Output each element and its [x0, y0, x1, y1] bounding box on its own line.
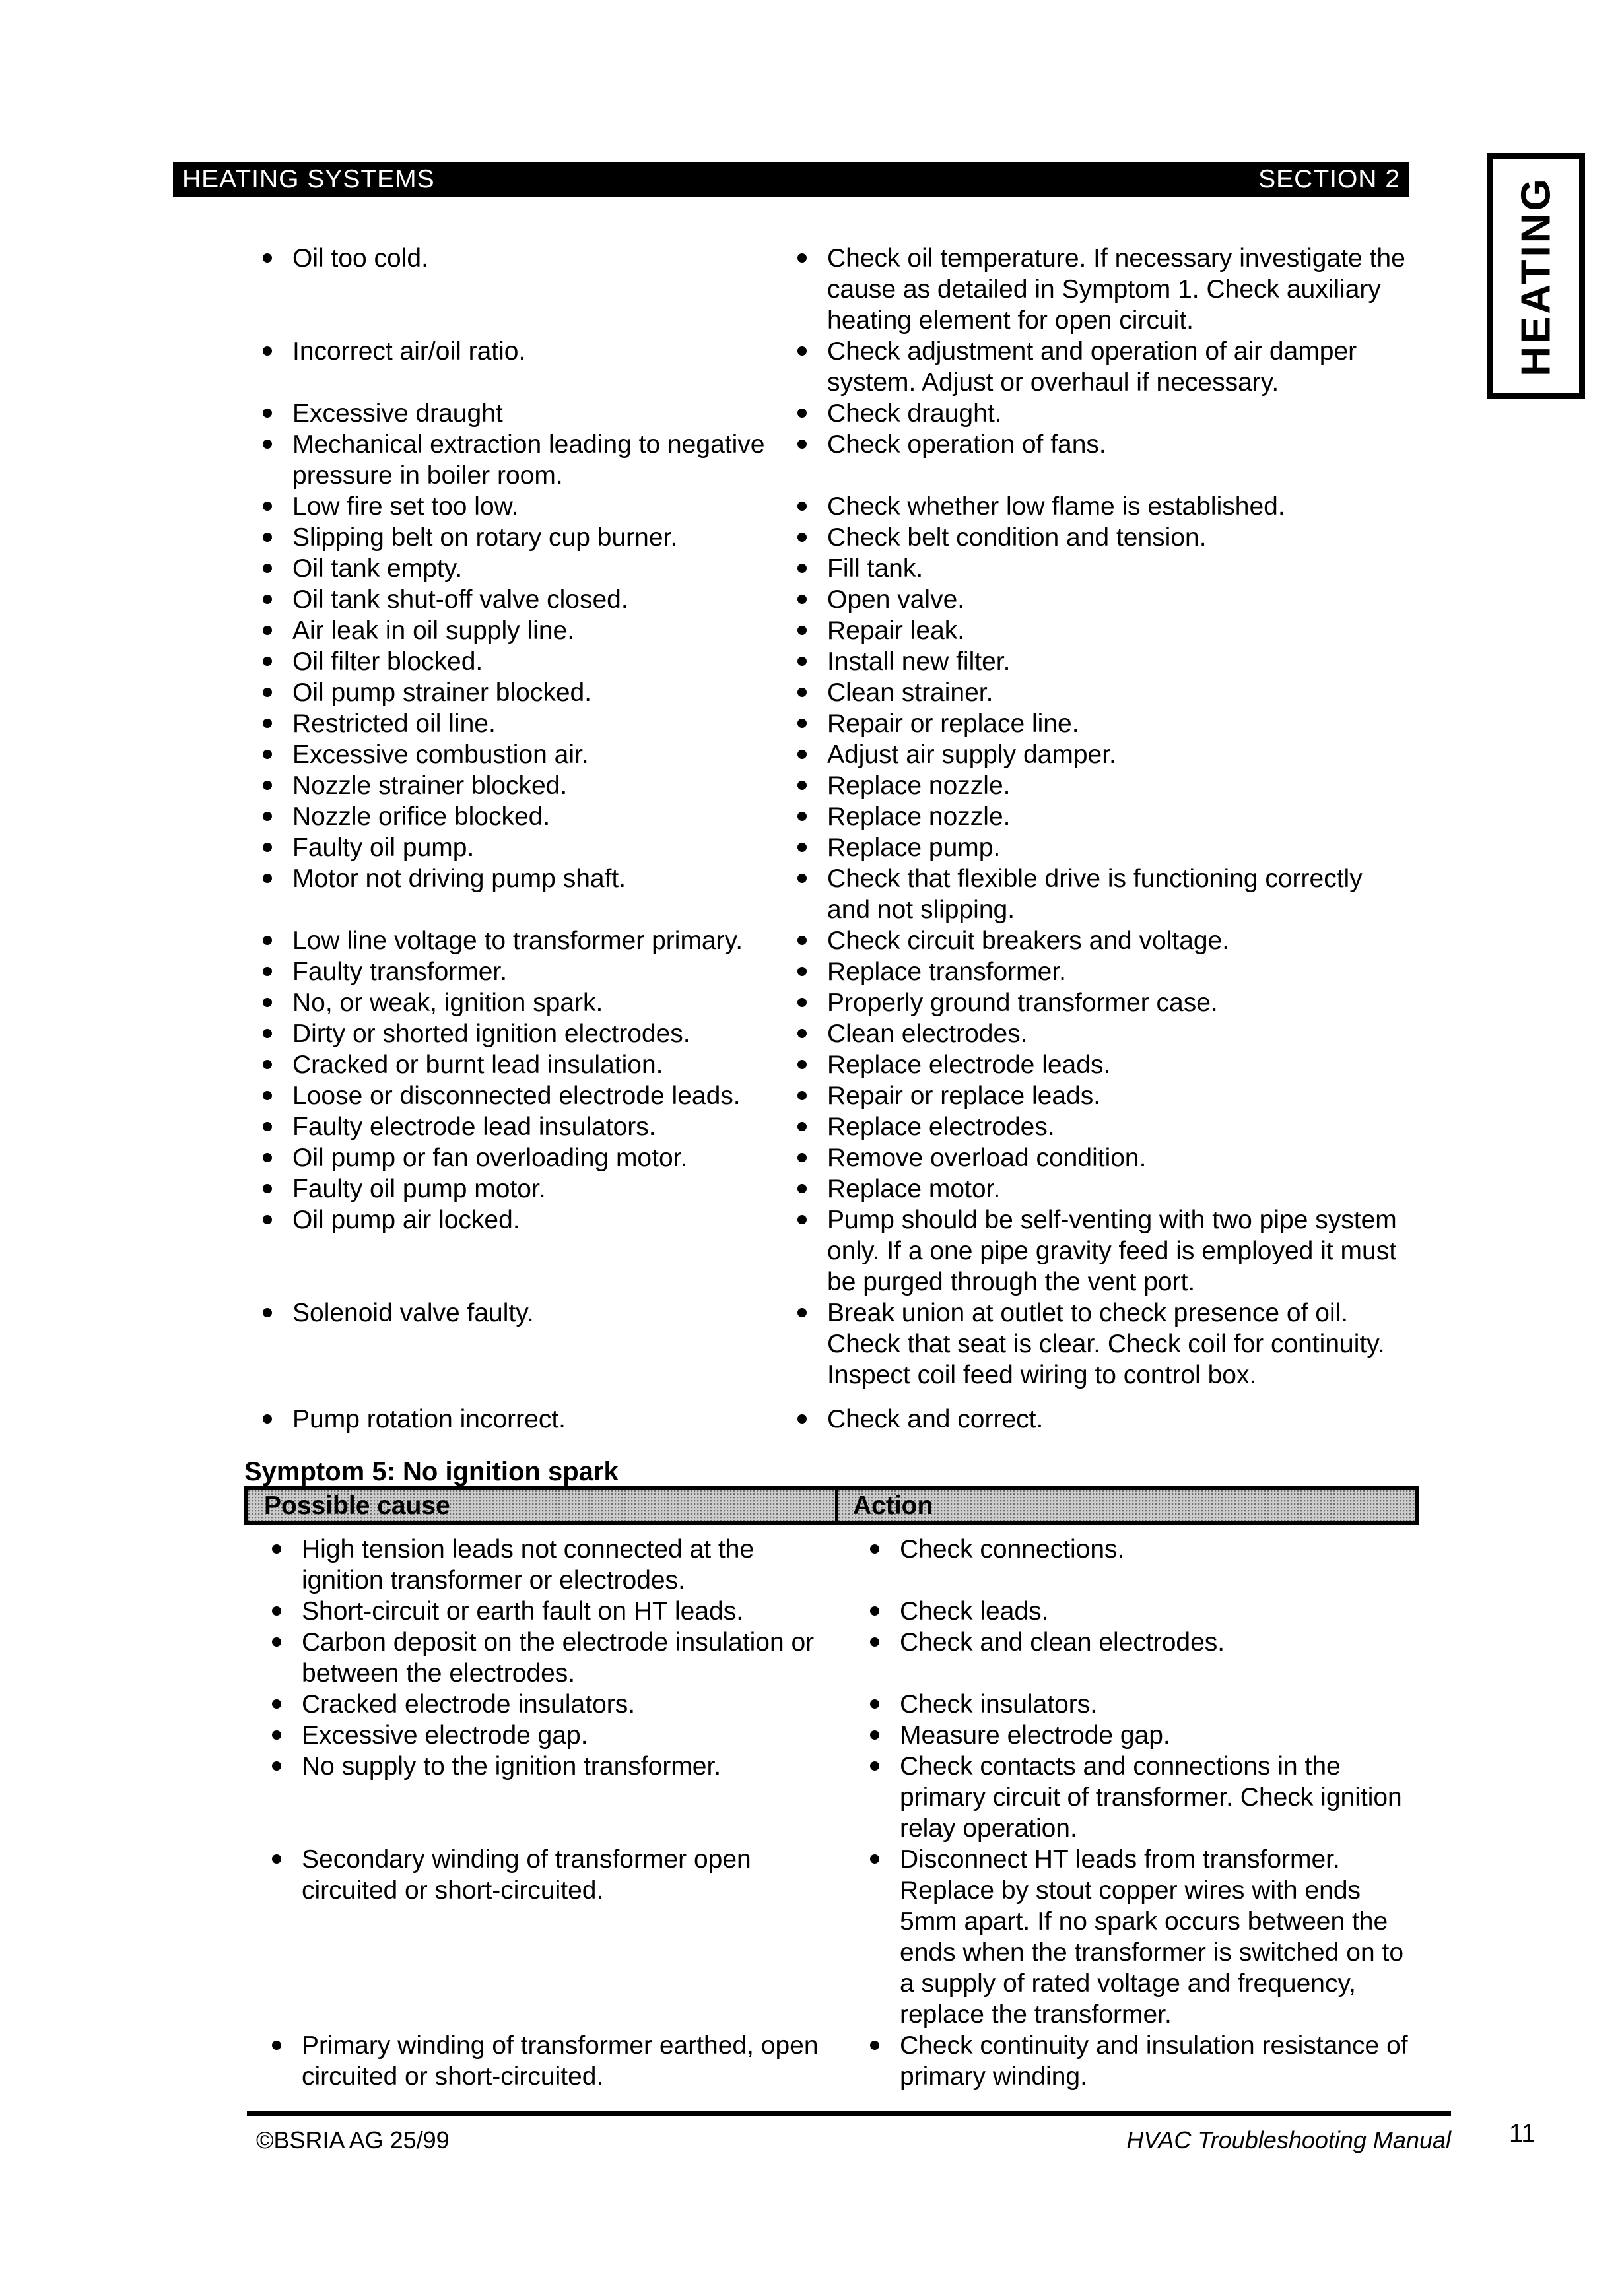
cause-item: Pump rotation incorrect. [244, 1404, 789, 1435]
cause-action-row [244, 1080, 1419, 1111]
footer-manual-title: HVAC Troubleshooting Manual [1126, 2126, 1451, 2153]
action-item: Fill tank. [789, 553, 1408, 584]
cause-item: Faulty oil pump. [244, 832, 789, 863]
action-item-cell [789, 1111, 1408, 1142]
cause-action-row [244, 1596, 1419, 1627]
action-item-cell [789, 1297, 1408, 1391]
cause-item: Oil tank shut-off valve closed. [244, 584, 789, 615]
action-item: Check leads. [838, 1596, 1419, 1627]
cause-item: Nozzle orifice blocked. [244, 801, 789, 832]
action-item-cell [789, 770, 1408, 801]
heating-side-tab-label: HEATING [1513, 176, 1559, 376]
cause-action-row [244, 1018, 1419, 1049]
action-item-cell [789, 1204, 1408, 1297]
cause-item-cell [244, 243, 789, 336]
cause-action-row [244, 336, 1419, 398]
action-item: Break union at outlet to check presence of oil. Check that seat is clear. Check coil for continuity. Inspect coil feed wiring to control box. [789, 1297, 1408, 1391]
action-item-cell [789, 1173, 1408, 1204]
action-item-cell [838, 1534, 1419, 1596]
cause-item: Excessive draught [244, 398, 789, 429]
cause-item-cell [244, 832, 789, 863]
cause-item: Primary winding of transformer earthed, open circuited or short-circuited. [244, 2030, 838, 2092]
action-item-cell [789, 863, 1408, 925]
action-item: Adjust air supply damper. [789, 739, 1408, 770]
action-item-cell [838, 1751, 1419, 1844]
cause-item-cell [244, 987, 789, 1018]
cause-item-cell [244, 1049, 789, 1080]
cause-action-row [244, 987, 1419, 1018]
action-item-cell [789, 615, 1408, 646]
cause-item-cell [244, 398, 789, 429]
action-item: Check adjustment and operation of air damper system. Adjust or overhaul if necessary. [789, 336, 1408, 398]
cause-action-row [244, 553, 1419, 584]
section-header-bar [173, 162, 1409, 197]
action-item: Pump should be self-venting with two pipe system only. If a one pipe gravity feed is employed it must be purged through the vent port. [789, 1204, 1408, 1297]
cause-item: No, or weak, ignition spark. [244, 987, 789, 1018]
action-item-cell [789, 677, 1408, 708]
cause-action-row [244, 1720, 1419, 1751]
cause-action-row [244, 1534, 1419, 1596]
cause-item: Oil pump strainer blocked. [244, 677, 789, 708]
cause-item-cell [244, 522, 789, 553]
cause-item-cell [244, 1627, 838, 1689]
cause-item: Excessive combustion air. [244, 739, 789, 770]
action-item-cell [789, 243, 1408, 336]
cause-item: Oil too cold. [244, 243, 789, 274]
cause-item-cell [244, 739, 789, 770]
header-section-label: SECTION 2 [1258, 165, 1400, 193]
cause-action-row [244, 584, 1419, 615]
cause-action-row [244, 522, 1419, 553]
action-item: Replace electrodes. [789, 1111, 1408, 1142]
cause-action-row [244, 677, 1419, 708]
footer-rule [247, 2111, 1451, 2116]
action-item: Check circuit breakers and voltage. [789, 925, 1408, 956]
cause-action-row [244, 770, 1419, 801]
action-item: Check whether low flame is established. [789, 491, 1408, 522]
cause-item-cell [244, 584, 789, 615]
cause-action-row [244, 708, 1419, 739]
cause-action-row [244, 925, 1419, 956]
cause-item: Mechanical extraction leading to negative pressure in boiler room. [244, 429, 789, 491]
action-item-cell [789, 708, 1408, 739]
action-item-cell [789, 553, 1408, 584]
cause-action-row [244, 863, 1419, 925]
action-item-cell [789, 1080, 1408, 1111]
action-item: Check and clean electrodes. [838, 1627, 1419, 1658]
action-item-cell [789, 646, 1408, 677]
cause-item: Motor not driving pump shaft. [244, 863, 789, 894]
cause-item-cell [244, 1204, 789, 1297]
footer-copyright: ©BSRIA AG 25/99 [256, 2126, 450, 2153]
cause-item: High tension leads not connected at the ignition transformer or electrodes. [244, 1534, 838, 1596]
cause-action-row [244, 2030, 1419, 2092]
action-item-cell [789, 429, 1408, 491]
action-item: Install new filter. [789, 646, 1408, 677]
action-item-cell [789, 1018, 1408, 1049]
cause-action-row [244, 956, 1419, 987]
action-item-cell [838, 1689, 1419, 1720]
cause-action-row [244, 739, 1419, 770]
cause-item-cell [244, 708, 789, 739]
action-item: Check belt condition and tension. [789, 522, 1408, 553]
cause-action-row [244, 615, 1419, 646]
cause-item: Oil filter blocked. [244, 646, 789, 677]
cause-action-row [244, 1049, 1419, 1080]
cause-item-cell [244, 801, 789, 832]
action-item: Check oil temperature. If necessary investigate the cause as detailed in Symptom 1. Check auxiliary heating element for open circuit. [789, 243, 1408, 336]
action-item: Open valve. [789, 584, 1408, 615]
cause-item: Dirty or shorted ignition electrodes. [244, 1018, 789, 1049]
action-item: Clean electrodes. [789, 1018, 1408, 1049]
action-item-cell [789, 925, 1408, 956]
cause-item: Oil pump air locked. [244, 1204, 789, 1235]
action-item: Repair or replace line. [789, 708, 1408, 739]
footer-page-number: 11 [1509, 2120, 1536, 2148]
action-item-cell [789, 398, 1408, 429]
action-item: Check insulators. [838, 1689, 1419, 1720]
cause-item-cell [244, 1018, 789, 1049]
cause-item-cell [244, 1142, 789, 1173]
cause-action-row [244, 1204, 1419, 1297]
cause-item-cell [244, 1596, 838, 1627]
cause-item: Air leak in oil supply line. [244, 615, 789, 646]
action-item: Check draught. [789, 398, 1408, 429]
action-item: Disconnect HT leads from transformer. Replace by stout copper wires with ends 5mm apart. If no spark occurs between the ends when the transformer is switched on to a supply of rated voltage and frequency, replace the transformer. [838, 1844, 1419, 2030]
action-item-cell [789, 801, 1408, 832]
cause-item: Cracked electrode insulators. [244, 1689, 838, 1720]
action-item-cell [789, 1142, 1408, 1173]
action-item: Replace electrode leads. [789, 1049, 1408, 1080]
action-item-cell [838, 2030, 1419, 2092]
cause-item-cell [244, 553, 789, 584]
symptom4-rows [244, 243, 1419, 1435]
cause-item: Low line voltage to transformer primary. [244, 925, 789, 956]
action-item-cell [789, 336, 1408, 398]
cause-action-row [244, 832, 1419, 863]
cause-action-row [244, 1111, 1419, 1142]
cause-item: Faulty oil pump motor. [244, 1173, 789, 1204]
cause-item-cell [244, 770, 789, 801]
action-item: Replace nozzle. [789, 770, 1408, 801]
cause-action-row [244, 243, 1419, 336]
cause-item-cell [244, 615, 789, 646]
action-item-cell [838, 1720, 1419, 1751]
cause-item-cell [244, 1720, 838, 1751]
cause-item: Carbon deposit on the electrode insulation or between the electrodes. [244, 1627, 838, 1689]
cause-item: Low fire set too low. [244, 491, 789, 522]
cause-item: Incorrect air/oil ratio. [244, 336, 789, 367]
troubleshooting-content [244, 243, 1419, 2092]
cause-action-row [244, 1173, 1419, 1204]
symptom5-table-header [244, 1486, 1419, 1525]
cause-item-cell [244, 1297, 789, 1391]
symptom5-heading: Symptom 5: No ignition spark [244, 1457, 619, 1486]
action-item-cell [789, 1049, 1408, 1080]
cause-item: Loose or disconnected electrode leads. [244, 1080, 789, 1111]
action-item: Replace motor. [789, 1173, 1408, 1204]
action-item-cell [789, 1404, 1408, 1435]
cause-item: Faulty electrode lead insulators. [244, 1111, 789, 1142]
cause-item: Secondary winding of transformer open circuited or short-circuited. [244, 1844, 838, 1906]
cause-item: Nozzle strainer blocked. [244, 770, 789, 801]
cause-action-row [244, 801, 1419, 832]
cause-item-cell [244, 1404, 789, 1435]
cause-action-row [244, 1297, 1419, 1391]
cause-item: Solenoid valve faulty. [244, 1297, 789, 1328]
action-item: Check that flexible drive is functioning correctly and not slipping. [789, 863, 1408, 925]
cause-item: Excessive electrode gap. [244, 1720, 838, 1751]
cause-item-cell [244, 1173, 789, 1204]
action-item-cell [789, 956, 1408, 987]
action-column-header: Action [838, 1490, 1415, 1521]
action-item: Repair or replace leads. [789, 1080, 1408, 1111]
heating-side-tab [1487, 153, 1585, 399]
cause-item-cell [244, 2030, 838, 2092]
action-item: Check continuity and insulation resistance of primary winding. [838, 2030, 1419, 2092]
action-item: Clean strainer. [789, 677, 1408, 708]
possible-cause-column-header: Possible cause [248, 1490, 838, 1521]
cause-item-cell [244, 1689, 838, 1720]
cause-action-row [244, 1751, 1419, 1844]
cause-item-cell [244, 646, 789, 677]
cause-item-cell [244, 429, 789, 491]
action-item: Check and correct. [789, 1404, 1408, 1435]
cause-item: Cracked or burnt lead insulation. [244, 1049, 789, 1080]
action-item-cell [789, 584, 1408, 615]
action-item: Remove overload condition. [789, 1142, 1408, 1173]
action-item: Check operation of fans. [789, 429, 1408, 460]
cause-item: Short-circuit or earth fault on HT leads. [244, 1596, 838, 1627]
cause-item-cell [244, 491, 789, 522]
cause-item-cell [244, 1080, 789, 1111]
cause-item-cell [244, 1844, 838, 2030]
cause-item: Faulty transformer. [244, 956, 789, 987]
action-item: Check contacts and connections in the primary circuit of transformer. Check ignition relay operation. [838, 1751, 1419, 1844]
cause-action-row [244, 491, 1419, 522]
cause-item-cell [244, 1534, 838, 1596]
cause-item-cell [244, 863, 789, 925]
action-item: Properly ground transformer case. [789, 987, 1408, 1018]
cause-item: Restricted oil line. [244, 708, 789, 739]
action-item: Check connections. [838, 1534, 1419, 1565]
action-item-cell [789, 832, 1408, 863]
action-item-cell [789, 522, 1408, 553]
action-item-cell [838, 1627, 1419, 1689]
action-item: Measure electrode gap. [838, 1720, 1419, 1751]
action-item: Repair leak. [789, 615, 1408, 646]
cause-item: Oil tank empty. [244, 553, 789, 584]
cause-item-cell [244, 336, 789, 398]
cause-item-cell [244, 956, 789, 987]
action-item: Replace nozzle. [789, 801, 1408, 832]
cause-item: Slipping belt on rotary cup burner. [244, 522, 789, 553]
cause-item: No supply to the ignition transformer. [244, 1751, 838, 1782]
symptom5-table-body [244, 1525, 1419, 2092]
cause-item: Oil pump or fan overloading motor. [244, 1142, 789, 1173]
cause-action-row [244, 646, 1419, 677]
header-left-title: HEATING SYSTEMS [182, 165, 435, 193]
cause-action-row [244, 1404, 1419, 1435]
action-item-cell [789, 987, 1408, 1018]
cause-action-row [244, 1627, 1419, 1689]
cause-item-cell [244, 677, 789, 708]
action-item: Replace transformer. [789, 956, 1408, 987]
cause-action-row [244, 398, 1419, 429]
action-item-cell [789, 739, 1408, 770]
action-item-cell [838, 1844, 1419, 2030]
cause-item-cell [244, 925, 789, 956]
cause-action-row [244, 429, 1419, 491]
cause-action-row [244, 1844, 1419, 2030]
cause-action-row [244, 1689, 1419, 1720]
cause-item-cell [244, 1111, 789, 1142]
cause-action-row [244, 1142, 1419, 1173]
action-item-cell [838, 1596, 1419, 1627]
action-item: Replace pump. [789, 832, 1408, 863]
cause-item-cell [244, 1751, 838, 1844]
action-item-cell [789, 491, 1408, 522]
